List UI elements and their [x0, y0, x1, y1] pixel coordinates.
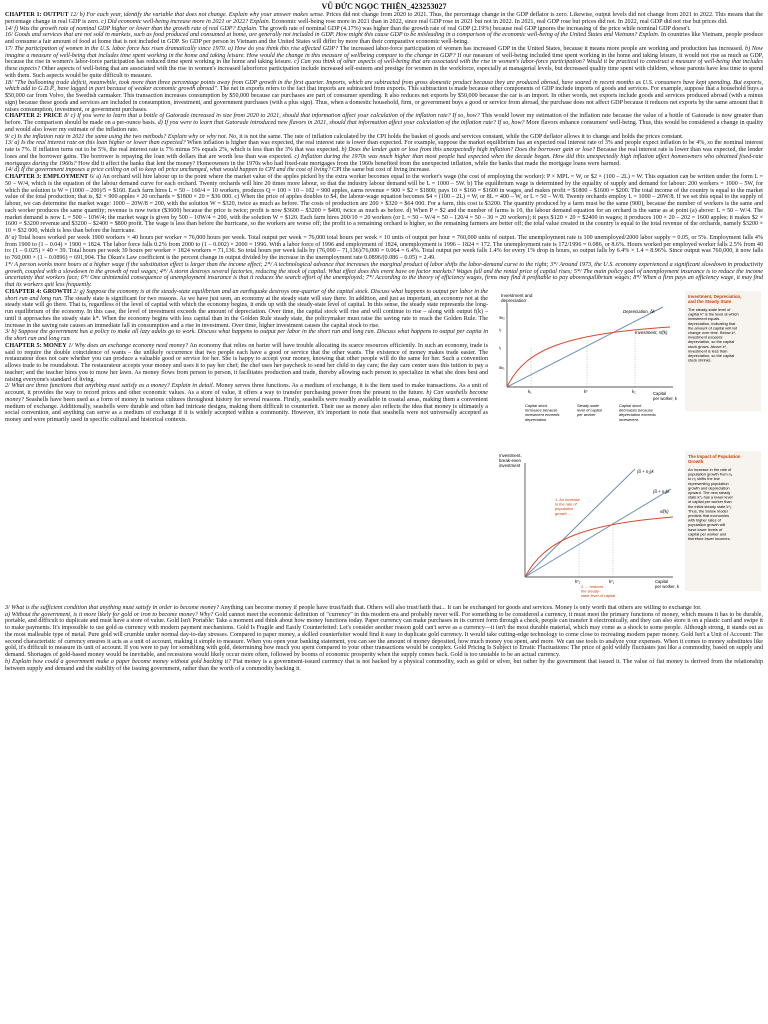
chapter-4-q3: 3/ b) Suppose the government has a policy to make all lazy adults go to work. Discuss what happens to output per labor in the short run and long run. Discuss what happens to output per capita in the short run and long run. [5, 329, 488, 342]
chapter-3-mcq: 1*/ A person works more hours at a higher wage if the substitution effect is larger than the income effect; 2*/ A technological advance that increases the marginal product of labor shifts the labor-demand curve to the right; 3*/ Around 1973, the U.S. economy experienced a significant slowdown in productivity growth, coupled with a slowdown in the growth of real wages; 4*/ A storm destroys several factories, reducing the stock of capital. What effect does this event have on factor markets? Wages fall and the rental price of capital rises; 5*/ The main policy goal of unemployment insurance is to reduce the income uncertainty that workers face; 6*/ One unintended consequence of unemployment insurance is that it reduces the search effort of the unemployed; 7*/ According to the theory of efficiency wages, firms may find it profitable to pay aboveequilibrium wages; 8*/ When a firm pays an efficiency wage, it may find that its workers quit less frequently. [5, 261, 763, 288]
chapter-5-q3b: b) Explain how could a government make a paper become money without gold backing it? Fiat money is a government-issued currency that is not backed by a physical commodity, such as gold or silver, but rather by the government that issued it. The value of fiat money is derived from the relationship between supply and demand and the stability of the issuing government, rather than the worth of a commodity backing it. [5, 658, 763, 672]
svg-text:k₁: k₁ [528, 388, 532, 394]
fig1-side-text: The steady-state level of capital k* is the level at which investment equals depreciation, indicating that the amount of capital will not change over time. Below k*, investment exceeds depreciation, so the capital stock grows. Above k*, investment is less than depreciation, so the capital stock shrinks. [688, 306, 739, 363]
fig1-ylabel: Investment and depreciation [501, 292, 533, 303]
svg-text:δk₂: δk₂ [499, 314, 505, 320]
chapter-2-q14: 14/ d) If the government imposes a price ceiling on oil to keep oil price unchanged, what would happen to CPI and the cost of living? CPI the same but cost of living increase. [5, 167, 431, 174]
chapter-1-q16: 16/ Goods and services that are not sold in markets, such as food produced and consumed at home, are generally not included in GDP. How might this cause GDP to be misleading in a comparison of the economic well-being of the United States and Vietnam? Explain. In countries like Vietnam, people produce and consume a fair amount of food at home that is not included in GDP. So GDP per person in Vietnam and the United States will differ by more than their comparative economic well-being. [5, 32, 763, 45]
chapter-2: CHAPTER 2: PRICE 8/ c) If you were to learn that a bottle of Gatorade increased in size from 2020 to 2021, should that information affect your calculation of the inflation rate? If so, how? This would lower my estimation of the inflation rate because the value of a bottle of Gatorade is now greater than before. The comparison should be made on a per-ounce basis. d) If you were to learn that Gatorade introduced new flavors in 2021, should that information affect your calculation of the inflation rate? If so, how? More flavors enhance consumers' well-being. Thus, this would be considered a change in quality and would also lower my estimate of the inflation rate. [5, 113, 763, 133]
svg-text:sf(k): sf(k) [660, 508, 669, 514]
lower-left-text [5, 289, 492, 424]
svg-text:k*: k* [584, 388, 588, 394]
chapter-1: CHAPTER 1: OUTPUT 12/ b) For each year, identify the variable that does not change. Explain why your answer makes sense. Prices did not change from 2020 to 2021. Thus, the percentage change in the GDP deflator is zero. Likewise, output levels did not change from 2021 to 2022. This means that the percentage change in real GDP is zero. c) Did economic well-being increase more in 2021 or 2022? Explain. Economic well-being rose more in 2021 than in 2022, since real GDP rose in 2021 but not in 2022. In 2021, real GDP rose but prices did not. In 2022, real GDP did not rise but prices did. [5, 12, 764, 25]
fig2-note-reduce: 2. ... reduces the steady-state level of capital. [581, 583, 617, 598]
chapter-3: CHAPTER 3: EMPLOYMENT 6/ a) An orchard will hire labour up to the point where the market value of the apples picked by the extra worker becomes equal to the worker's wage (the cost of employing the worker): P × MPL = W, or $2 × (100 – 2L) = W. This equation can be written under the form L = 50 – W/4, which is the equation of the labour demand curve for each orchard. Twenty orchards will hire 20 times more labour, so that the industry labour demand will be L = 1000 – 5W. b) The equilibrium wage is determined by the equality of supply and demand for labour: 200 workers = 1000 – 5W, for which the solution is W = (1000 – 200)/5 = $160. Each farm hires L = 50 – 160/4 = 10 workers, produces Q = 100 × 10 – 102 = 900 apples, earns revenue = 900 × $2 = $1800; pays 10 × $160 = $1600 in wages, and makes profit = $1800 – $1600 = $200. The total income of the country is equal to the market value of the total production; that is, $2 × 900 apples × 20 orchards = $1800 × 20 = $36 000. c) When the price of apples doubles to $4, the labour-wage equation becomes $4 × (100 – 2L) = W, or 8L = 400 – W, or L = 50 – W/8. Twenty orchards employ L = 1000 – 20W/8. If we set this equal to the supply of labour, we can determine the market wage: 1000 – 20W/8 = 200, with the solution W = $320, twice as much as before. The costs of production are 200 × $320 = $64 000. For a farm, this cost is $3200. The quantity produced by a farm must be the same (900), because the number of workers is the same and each worker produces the same quantity; revenue is now twice ($3600) because the price is twice; profit is now $3600 – $3200 = $400, twice as much as before. d) When P = $2 and the number of farms is 10, the labour demand equation for an orchard is the same as at point (a) above: L = 50 – W/4. The market demand is now L = 500 – 10W/4; the market wage is given by 500 – 10W/4 = 200, with the solution W = $120. Each farm hires 200/10 = 20 workers (or L = 50 – W/4 = 50 – 120/4 = 50 – 30 = 20 workers); it pays $120 × 20 = $2400 in wages; it produces 100 × 20 – 202 = 1600 apples; it makes $2 × 1600 = $3200 revenue and $3200 – $2400 = $800 profit. The wage is less than before the hurricane, so the workers are worse off; the profit to a remaining orchard is higher, so the remaining farmers are better off; the total value created in the country is equal to the total revenue of the orchards, namely $3200 × 10 = $32 000, which is less than before the hurricane. [5, 174, 764, 234]
svg-text:k₂: k₂ [632, 388, 636, 394]
svg-text:i₁: i₁ [499, 344, 502, 350]
depreciation-label: Depreciation, δk [623, 308, 655, 314]
chapter-1-q17: 17/ The participation of women in the U.S. labor force has risen dramatically since 1970. a) How do you think this rise affected GDP? The increased labor-force participation of women has increased GDP in the United States, because it means more people are working and production has increased. b) Now imagine a measure of well-being that includes time spent working in the home and taking leisure. How would the change in this measure of wellbeing compare to the change in GDP? If our measure of well-being included time spent working in the home and taking leisure, it would not rise as much as GDP, because the rise in women's labor-force participation has reduced time spent working in the home and taking leisure. c) Can you think of other aspects of well-being that are associated with the rise in women's labor-force participation? Would it be practical to construct a measure of well-being that includes these aspects? Other aspects of well-being that are associated with the rise in women's increased laborforce participation include increased self-esteem and prestige for women in the workforce, especially at managerial levels, but decreased quality time spent with children, whose parents have less time to spend with them. Such aspects would be quite difficult to measure. [5, 45, 763, 79]
fig1-note-right: Capital stock decreases because depreciation exceeds investment. [619, 402, 656, 422]
fig1-note-mid: Steady-state level of capital per worker [577, 402, 602, 417]
figure-column [495, 289, 763, 605]
steady-state-figure [495, 289, 763, 447]
chapter-5-q2: 2/ What are three functions that anything must satisfy as a money? Explain in detail. Money serves three functions. As a medium of exchange, it is the item used to make transactions. As a unit of account, it provides the way to record prices and other economic values. As a store of value, it offers a way to transfer purchasing power from the present to the future. b) Can seashells become money? Seashells have been used as a form of money in various cultures throughout history for several reasons. Firstly, seashells were readily available in coastal areas, making them a convenient medium of exchange. Additionally, seashells were durable and often had intricate designs, making them difficult to counterfeit. Their use as money also reflects the idea that money is ultimately a social convention, and anything can serve as a medium of exchange if it is widely accepted within a community. However, it's important to note that seashells were not universally accepted as money and were primarily used in specific cultural and historical contexts. [5, 383, 488, 423]
chapter-2-q13: 13/ a) Is the real interest rate on this loan higher or lower than expected? When inflation is higher than was expected, the real interest rate is lower than expected. For example, suppose the market equilibrium has an expected real interest rate of 3% and people expect inflation to be 4%, so the nominal interest rate is 7%. If inflation turns out to be 5%, the real interest rate is 7% minus 5% equals 2%, which is less than the 3% that was expected. b) Does the lender gain or lose from this unexpectedly high inflation? Does the borrower gain or lose? Because the real interest rate is lower than was expected, the lender loses and the borrower gains. The borrower is repaying the loan with dollars that are worth less than was expected. c) Inflation during the 1970s was much higher than most people had expected when the decade began. How did this unexpectedly high inflation affect homeowners who obtained fixed-rate mortgages during the 1960s? How did it affect the banks that lent the money? Homeowners in the 1970s who had fixed-rate mortgages from the 1960s benefited from the unexpected inflation, while the banks that made the mortgage loans were harmed. [5, 140, 763, 167]
svg-text:δk₁: δk₁ [499, 364, 505, 370]
chapter-4-label: CHAPTER 4: GROWTH [5, 288, 72, 295]
chapter-2-label: CHAPTER 2: PRICE [5, 113, 63, 120]
lower-section [5, 289, 763, 605]
fig2-side-text: An increase in the rate of population growth from n₁ to n₂ shifts the line representing population growth and depreciation upward. The new steady state k*₂ has a lower level of capital per worker than the initial steady state k*₁. Thus, the Solow model predicts that economies with higher rates of population growth will have lower levels of capital per worker and therefore lower incomes. [688, 466, 733, 541]
fig1-xlabel: Capital per worker, k [653, 390, 677, 401]
upper-text [5, 12, 763, 289]
chapter-2-q9: 9/ c) Is the inflation rate in 2021 the same using the two methods? Explain why or why not. No, it is not the same. The rate of inflation calculated by the CPI holds the basket of goods and services constant, while the GDP deflator allows it to change and holds the prices constant. [5, 133, 684, 140]
chapter-1-q18: 18/ "The ballooning trade deficit, meanwhile, took more than three percentage points away from GDP growth in the first quarter. Imports, which are subtracted from gross domestic product because they are produced abroad, have soared in recent months as U.S. consumers have kept spending. But exports, which add to G.D.P., have lagged in part because of weaker economic growth abroad". The net in exports refers to the fact that imports are subtracted from exports. This subtraction is made because other components of GDP include imports of goods and services. For example, suppose that a household buys a $50,000 car from Volvo, the Swedish carmaker. This transaction increases consumption by $50,000 because car purchases are part of consumer spending. It also reduces net exports by $50,000 because the car is an import. In other words, net exports include goods and services produced abroad (with a minus sign) because these goods and services are included in consumption, investment, and government purchases (with a plus sign). Thus, when a domestic household, firm, or government buys a good or service from abroad, the purchase does not affect GDP because it reduces net exports by the same amount that it raises consumption, investment, or government purchases. [5, 79, 763, 113]
chapter-1-q14: 14/ f) Was the growth rate of nominal GDP higher or lower than the growth rate of real GDP? Explain. The growth rate of nominal GDP (4.17%) was higher than the growth rate of real GDP (2.19%) because real GDP ignores the increasing of the price while nominal GDP doesn't. [5, 25, 691, 32]
svg-text:(δ + n₁)k: (δ + n₁)k [653, 488, 670, 494]
fig2-side-title: The Impact of Population Growth [688, 453, 741, 464]
investment-label: Investment, sf(k) [635, 329, 668, 335]
fig2-xlabel: Capital per worker, k [655, 578, 679, 589]
chapter-4: CHAPTER 4: GROWTH 2/ g) Suppose the economy is at the steady-state equilibrium and an earthquake destroys one-quarter of the capital stock. Discuss what happens to output per labor in the short run and long run. The steady state is significant for two reasons. As we have just seen, an economy at the steady state will stay there. In addition, and just as important, an economy not at the steady state will go there. That is, regardless of the level of capital with which the economy begins, it ends up with the steady-state level of capital. In this sense, the steady state represents the long-run equilibrium of the economy. In this case, the level of investment exceeds the amount of depreciation. Over time, the capital stock will rise and will continue to rise – along with output f(k) – until it approaches the steady state k*. When the economy begins with less capital than in the Golden Rule steady state, the policymaker must raise the saving rate to reach the Golden Rule. The increase in the saving rate causes an immediate fall in consumption and a rise in investment. Over time, higher investment causes the capital stock to rise. [5, 288, 488, 329]
chapter-3-label: CHAPTER 3: EMPLOYMENT [5, 174, 89, 180]
fig1-side-title: Investment, Depreciation, and the Steady State [688, 293, 742, 304]
chapter-5-label: CHAPTER 5: MONEY [5, 342, 67, 349]
fig2-ylabel: Investment, break-even investment [499, 452, 522, 468]
svg-text:(δ + n₂)k: (δ + n₂)k [637, 468, 654, 474]
population-growth-figure [495, 449, 763, 605]
fig2-note-rise: 1. An increase in the rate of population growth ... [555, 496, 580, 516]
chapter-5-q3a: a) Without the government, is it more likely for gold or iron to become money? Why? Gold cannot meet the economic definition of "currency" in this modern era and probably never will. For something to be considered a currency, it must meet the primary functions of money, which means it has to be durable, portable, and difficult to duplicate and must have a store of value. Gold Isn't Portable: Take a moment and think about how money functions today. Paper currency can make purchases in its current form through a check, people can transfer it electronically, and they can also store it on a plastic card and swipe it to make payments. It's impossible to use gold as currency with modern payment mechanisms. Gold Is Fragile and Easily Counterfeited: Let's consider another reason gold can't serve as a currency—it isn't the most durable material, which may come as a shock to some people. Although strong, it stands out as the most malleable type of metal. Pure gold will crumble under normal day-to-day stresses. Compared to paper money, a skilled counterfeiter would find it easy to duplicate gold currency. It would take cutting-edge technology to come close to recreating modern paper money. Gold Isn't a Unit of Account: The second characteristic of currency ensures it acts as a unit of account, making it simple to measure. When you open your banking statement, you can see the amount of money deposited, how much money you spent, and more. We can use tools to analyze your expenses. When it comes to money substitutes like gold, it's difficult to measure its unit of account. If you were to pay for something with gold, determining how much you spent compared to your other transactions would be complex. Gold Pricing Is Subject to Erratic Fluctuations: The price of gold wildly fluctuates just like a commodity, based on supply and demand. Shortages of gold-based money would be inevitable, and recessions would likely occur more often, followed by booms of economic prosperity when the supply comes back. Gold is too unstable to be an actual currency. [5, 611, 763, 658]
fig1-note-left: Capital stock increases because investment exceeds depreciation. [525, 402, 560, 422]
document-title: VŨ ĐỨC NGỌC THIỆN_423253027 [321, 2, 447, 11]
chapter-5-q3: 3/ What is the sufficient condition that anything must satisfy in order to become money? Anything can become money if people have trust/faith that. Others will also trust/faith that... It can be exchanged for goods and services. Money is only worth that others are willing to exchange for. [5, 604, 702, 611]
svg-text:k*₁: k*₁ [609, 578, 615, 584]
chapter-1-label: CHAPTER 1: OUTPUT [5, 12, 69, 18]
tail-text [5, 605, 763, 673]
chapter-3-q8: 8/ a) Total hours worked per week 1900 workers × 40 hours per worker = 76,000 hours per week. Total output per week = 76,000 total hours per week × 10 units of output per hour = 760,000 units of output. The unemployment rate is 100 unemployed/2000 labor supply = 0.05, or 5%. Employment falls 4% from 1900 to (1 – 0.04) × 1900 = 1824. The labor force falls 0.2% from 2000 to (1 – 0.002) × 2000 = 1996. With a labor force of 1996 and employment of 1824, unemployment is 1996 – 1824 = 172. The unemployment rate is 172/1996 = 0.086, or 8.6%. Hours worked per employed worker falls 2.5% from 40 to: (1 – 0.025) × 40 = 39. Total hours per week 39 hours per worker × 1824 workers = 71,136. So total hours per week falls by (76,000 – 71,136)/76,000 = 0.064 = 6.4%. Total output per week falls 1.4% for every 1% drop in hours, so output falls by 6.4% × 1.4 = 8.96%. Since output was 760,000, it now falls to 760,000 × (1 – 0.0896) = 691,904. The Okun's Law coefficient is the percent change in output divided by the increase in the unemployment rate 0.0896/(0.086 – 0.05) = 2.49. [5, 234, 763, 261]
svg-text:k*₂: k*₂ [575, 578, 581, 584]
svg-text:i₂: i₂ [499, 326, 502, 332]
chapter-5: CHAPTER 5: MONEY 1/ Why does an exchange economy need money? An economy that relies on barter will have trouble allocating its scarce resources efficiently. In such an economy, trade is said to require the double coincidence of wants – the unlikely occurrence that two people each have a good or service that the other wants. The existence of money makes trade easier. The restaurateur does not care whether you can produce a valuable good or service for her. She is happy to accept your money, knowing that other people will do the same for her. Such a convention allows trade to be roundabout. The restaurateur accepts your money and uses it to pay her chef; the chef uses her paycheck to send her child to day care; the day care center uses this tuition to pay a teacher; and the teacher hires you to mow her lawn. As money flows from person to person, it facilitates production and trade, thereby allowing each person to specialize in what she does best and raising everyone's standard of living. [5, 342, 488, 383]
